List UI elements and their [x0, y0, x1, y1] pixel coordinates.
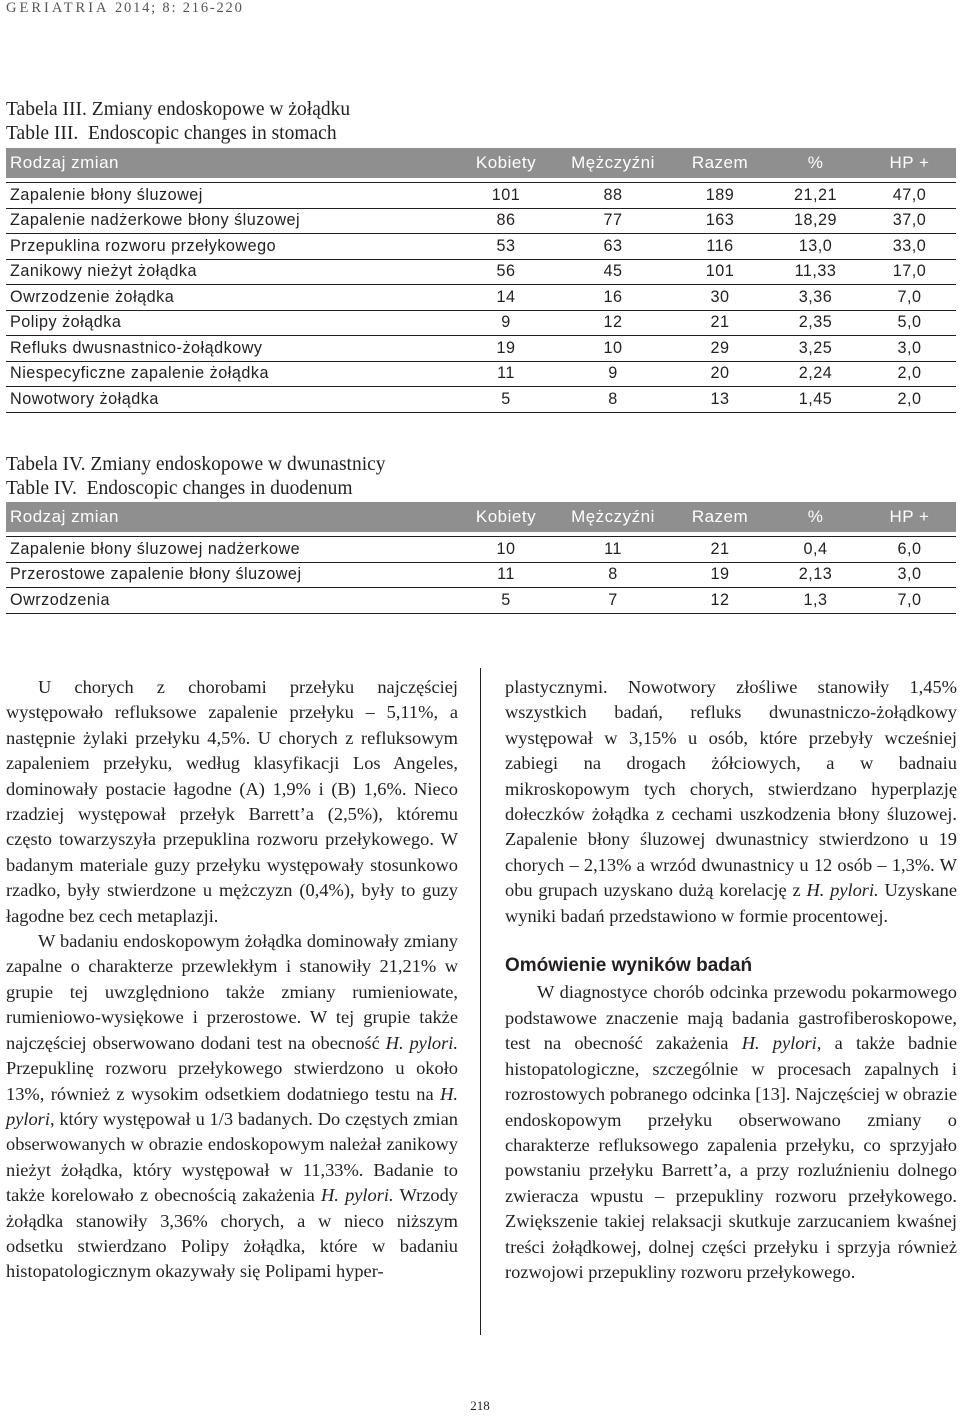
- section-heading: Omówienie wyników badań: [505, 955, 753, 977]
- table-row: [6, 588, 956, 614]
- table-cell: 30: [672, 285, 768, 311]
- table-cell: 47,0: [863, 183, 956, 209]
- table-cell: 7,0: [863, 588, 956, 614]
- header-percent: %: [768, 502, 863, 532]
- header-rodzaj-zmian: Rodzaj zmian: [6, 148, 458, 178]
- table-cell: 13,0: [768, 234, 863, 260]
- header-hp: HP +: [863, 148, 956, 178]
- header-kobiety: Kobiety: [458, 502, 554, 532]
- column-divider: [480, 668, 481, 1335]
- header-rodzaj-zmian: Rodzaj zmian: [6, 502, 458, 532]
- table3-caption: [6, 98, 350, 146]
- table-cell: 7: [554, 588, 672, 614]
- table-cell: 10: [554, 336, 672, 362]
- table-cell: 11: [458, 361, 554, 387]
- table-cell: 11: [458, 562, 554, 588]
- table4-caption-en: Table IV. Endoscopic changes in duodenum: [6, 478, 353, 499]
- header-mezczyzni: Mężczyźni: [554, 148, 672, 178]
- table-row: [6, 361, 956, 387]
- table-cell: 63: [554, 234, 672, 260]
- table3-caption-en: Table III. Endoscopic changes in stomach: [6, 123, 337, 144]
- table-cell: 18,29: [768, 208, 863, 234]
- left-column: [6, 675, 458, 1285]
- paragraph: U chorych z chorobami przełyku najczęściej występowało refluksowe zapalenie przełyku – 5,11%, a następnie żylaki przełyku 4,5%. U chorych z refluksowym zapaleniem przełyku, według klasyfikacji Los Angeles, dominowały postacie łagodne (A) 1,9% i (B) 1,6%. Nieco rzadziej występował przełyk Barrett’a (2,5%), któremu często towarzyszyła przepuklina rozworu przełykowego. W badanym materiale guzy przełyku występowały stosunkowo rzadko, były stwierdzone u mężczyzn (0,4%), były to guzy łagodne bez cech metaplazji.: [6, 677, 458, 926]
- table-cell: 9: [458, 310, 554, 336]
- header-razem: Razem: [672, 502, 768, 532]
- table-cell: 6,0: [863, 537, 956, 563]
- table-row: [6, 562, 956, 588]
- table4-header-row: [6, 502, 956, 532]
- table4: [6, 502, 956, 614]
- table-cell: 189: [672, 183, 768, 209]
- table-cell: 9: [554, 361, 672, 387]
- row-label: Niespecyficzne zapalenie żołądka: [6, 361, 458, 387]
- table-cell: 37,0: [863, 208, 956, 234]
- table-cell: 0,4: [768, 537, 863, 563]
- table-row: [6, 208, 956, 234]
- page-number: 218: [470, 1398, 490, 1413]
- row-label: Zapalenie błony śluzowej: [6, 183, 458, 209]
- row-label: Zanikowy nieżyt żołądka: [6, 259, 458, 285]
- table-row: [6, 285, 956, 311]
- table-cell: 101: [672, 259, 768, 285]
- table-row: [6, 234, 956, 260]
- journal-name: GERIATRIA: [6, 0, 110, 16]
- table-row: [6, 259, 956, 285]
- table-cell: 53: [458, 234, 554, 260]
- table-cell: 11,33: [768, 259, 863, 285]
- table-cell: 13: [672, 387, 768, 413]
- table-row: [6, 537, 956, 563]
- table-cell: 77: [554, 208, 672, 234]
- row-label: Nowotwory żołądka: [6, 387, 458, 413]
- table-cell: 2,13: [768, 562, 863, 588]
- table-cell: 10: [458, 537, 554, 563]
- table-cell: 12: [672, 588, 768, 614]
- row-label: Przerostowe zapalenie błony śluzowej: [6, 562, 458, 588]
- table-cell: 29: [672, 336, 768, 362]
- table-cell: 1,3: [768, 588, 863, 614]
- running-head: [6, 0, 244, 17]
- table-cell: 88: [554, 183, 672, 209]
- table-cell: 5: [458, 588, 554, 614]
- table-cell: 3,0: [863, 562, 956, 588]
- citation: 2014; 8: 216-220: [114, 0, 244, 16]
- table-cell: 19: [672, 562, 768, 588]
- table3-caption-pl: Tabela III. Zmiany endoskopowe w żołądku: [6, 99, 351, 120]
- table4-caption-pl: Tabela IV. Zmiany endoskopowe w dwunastnicy: [6, 454, 386, 475]
- header-kobiety: Kobiety: [458, 148, 554, 178]
- table-row: [6, 183, 956, 209]
- paragraph: W diagnostyce chorób odcinka przewodu pokarmowego podstawowe znaczenie mają badania gastrofiberoskopowe, test na obecność zakażenia H. pylori, a także badnie histopatologiczne, szczególnie w procesach zapalnych i rozrostowych pobranego odcinka [13]. Najczęściej w obrazie endoskopowym przełyku obserwowano zmiany o charakterze refluksowego zapalenia przełyku, co sprzyjało powstaniu przełyku Barrett’a, a przy rozluźnieniu dolnego zwieracza wpustu – przepukliny rozworu przełykowego. Zwiększenie takiej relaksacji skutkuje zarzucaniem kwaśnej treści żołądkowej, dolnej części przełyku i sprzyja również rozwojowi przepukliny rozworu przełykowego.: [505, 982, 957, 1282]
- header-razem: Razem: [672, 148, 768, 178]
- table-cell: 3,0: [863, 336, 956, 362]
- species-name: H. pylori: [741, 1033, 817, 1054]
- table4-caption: [6, 453, 386, 501]
- table-cell: 21: [672, 310, 768, 336]
- row-label: Owrzodzenia: [6, 588, 458, 614]
- species-name: H. pylori.: [385, 1032, 458, 1053]
- table-cell: 56: [458, 259, 554, 285]
- table-cell: 101: [458, 183, 554, 209]
- row-label: Zapalenie nadżerkowe błony śluzowej: [6, 208, 458, 234]
- table-cell: 17,0: [863, 259, 956, 285]
- table-cell: 3,25: [768, 336, 863, 362]
- row-label: Refluks dwusnastnico-żołądkowy: [6, 336, 458, 362]
- table-cell: 116: [672, 234, 768, 260]
- right-column: [505, 675, 957, 1285]
- table-cell: 45: [554, 259, 672, 285]
- table-cell: 20: [672, 361, 768, 387]
- table-cell: 21: [672, 537, 768, 563]
- header-hp: HP +: [863, 502, 956, 532]
- table-cell: 8: [554, 562, 672, 588]
- species-name: H. pylori.: [806, 880, 879, 901]
- table-cell: 1,45: [768, 387, 863, 413]
- table-cell: 16: [554, 285, 672, 311]
- header-mezczyzni: Mężczyźni: [554, 502, 672, 532]
- table-row: [6, 336, 956, 362]
- table-cell: 2,0: [863, 387, 956, 413]
- table-cell: 12: [554, 310, 672, 336]
- paragraph: W badaniu endoskopowym żołądka dominowały zmiany zapalne o charakterze przewlekłym i stanowiły 21,21% w grupie tej uwzględniono także zmiany rumieniowate, rumieniowo-wysiękowe i przerostowe. W tej grupie także najczęściej obserwowano dodani test na obecność H. pylori. Przepuklinę rozworu przełykowego stwierdzono u około 13%, również z wysokim odsetkiem dodatniego testu na H. pylori, który występował u 1/3 badanych. Do częstych zmian obserwowanych w obrazie endoskopowym należał zanikowy nieżyt żołądka, który występował w 11,33%. Badanie to także korelowało z obecnością zakażenia H. pylori. Wrzody żołądka stanowiły 3,36% chorych, a w nieco niższym odsetku stwierdzano Polipy żołądka, które w badaniu histopatologicznym okazywały się Polipami hyper-: [6, 931, 458, 1282]
- row-label: Przepuklina rozworu przełykowego: [6, 234, 458, 260]
- table-cell: 2,0: [863, 361, 956, 387]
- species-name: H. pylori.: [320, 1185, 394, 1206]
- table-cell: 19: [458, 336, 554, 362]
- table-cell: 11: [554, 537, 672, 563]
- table3-header-row: [6, 148, 956, 178]
- row-label: Zapalenie błony śluzowej nadżerkowe: [6, 537, 458, 563]
- species-name: H. pylori: [6, 1083, 458, 1129]
- paragraph: plastycznymi. Nowotwory złośliwe stanowiły 1,45% wszystkich badań, refluks dwunastniczo-żołądkowy występował w 3,15% u osób, które przebyły wcześniej zabiegi na drogach żółciowych, a w badnaiu mikroskopowym tych chorych, stwierdzano hyperplazję dołeczków żołądka z cechami uszkodzenia błony śluzowej. Zapalenie błony śluzowej dwunastnicy stwierdzono u 19 chorych – 2,13% a wrzód dwunastnicy u 12 osób – 1,3%. W obu grupach uzyskano dużą korelację z H. pylori. Uzyskane wyniki badań przedstawiono w formie procentowej.: [505, 677, 957, 926]
- table-cell: 5,0: [863, 310, 956, 336]
- table3: [6, 148, 956, 413]
- table-cell: 2,24: [768, 361, 863, 387]
- table-cell: 163: [672, 208, 768, 234]
- table-cell: 7,0: [863, 285, 956, 311]
- table-cell: 86: [458, 208, 554, 234]
- row-label: Polipy żołądka: [6, 310, 458, 336]
- header-percent: %: [768, 148, 863, 178]
- table-cell: 8: [554, 387, 672, 413]
- table-cell: 33,0: [863, 234, 956, 260]
- table-cell: 3,36: [768, 285, 863, 311]
- table-cell: 5: [458, 387, 554, 413]
- table-cell: 14: [458, 285, 554, 311]
- row-label: Owrzodzenie żołądka: [6, 285, 458, 311]
- table-cell: 21,21: [768, 183, 863, 209]
- table-cell: 2,35: [768, 310, 863, 336]
- table-row: [6, 310, 956, 336]
- table-row: [6, 387, 956, 413]
